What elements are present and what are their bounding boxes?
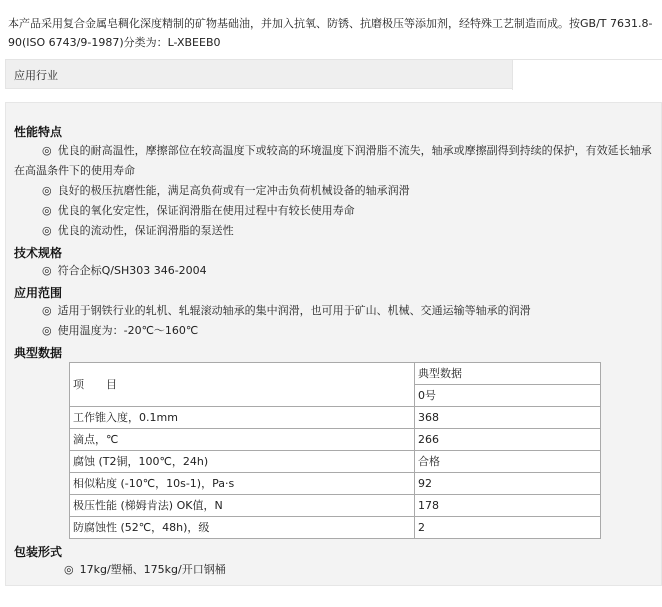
bullet-icon: ◎ [42, 264, 52, 277]
bullet-icon: ◎ [42, 204, 52, 217]
packaging-text: 17kg/塑桶、175kg/开口钢桶 [79, 563, 226, 576]
row-item: 相似粘度 (-10℃，10s-1)，Pa·s [70, 473, 415, 495]
spec-text: 符合企标Q/SH303 346-2004 [57, 264, 207, 277]
product-intro: 本产品采用复合金属皂稠化深度精制的矿物基础油，并加入抗氧、防锈、抗磨极压等添加剂，经特殊工艺制造而成。按GB/T 7631.8-90(ISO 6743/9-1987)分类为：L-XBEEB0 [8, 17, 653, 49]
row-value: 368 [415, 407, 601, 429]
spec-item-1 [42, 261, 207, 281]
table-row [70, 495, 601, 517]
row-item: 防腐蚀性 (52℃，48h)，级 [70, 517, 415, 539]
bullet-icon: ◎ [42, 324, 52, 337]
row-value: 178 [415, 495, 601, 517]
row-value: 266 [415, 429, 601, 451]
feature-item-4 [42, 221, 234, 241]
table-header-row [70, 363, 601, 385]
table-row [70, 407, 601, 429]
application-text: 适用于钢铁行业的轧机、轧辊滚动轴承的集中润滑，也可用于矿山、机械、交通运输等轴承的润滑 [57, 304, 531, 317]
row-value: 合格 [415, 451, 601, 473]
industry-value [512, 60, 662, 90]
industry-label: 应用行业 [14, 69, 58, 82]
feature-text: 优良的氧化安定性，保证润滑脂在使用过程中有较长使用寿命 [57, 204, 355, 217]
table-row [70, 517, 601, 539]
bullet-icon: ◎ [42, 144, 52, 157]
row-value: 2 [415, 517, 601, 539]
row-item: 极压性能 (梯姆肯法) OK值，N [70, 495, 415, 517]
row-item: 滴点，℃ [70, 429, 415, 451]
table-grade-cell: 0号 [415, 385, 601, 407]
typical-data-table [69, 362, 601, 539]
feature-item-2 [42, 181, 410, 201]
table-header-item: 项 目 [70, 363, 415, 407]
feature-item-1 [14, 141, 654, 181]
feature-item-3 [42, 201, 355, 221]
typical-data-heading: 典型数据 [14, 346, 63, 360]
table-row [70, 473, 601, 495]
spec-heading: 技术规格 [14, 246, 63, 260]
row-item: 工作锥入度，0.1mm [70, 407, 415, 429]
application-item-1 [42, 301, 531, 321]
row-item: 腐蚀 (T2铜，100℃，24h) [70, 451, 415, 473]
bullet-icon: ◎ [42, 224, 52, 237]
industry-row [5, 59, 662, 89]
table-row [70, 451, 601, 473]
feature-text: 优良的耐高温性，摩擦部位在较高温度下或较高的环境温度下润滑脂不流失，轴承或摩擦副得到持续的保护，有效延长轴承在高温条件下的使用寿命 [14, 144, 652, 177]
application-item-2 [42, 321, 198, 341]
bullet-icon: ◎ [42, 184, 52, 197]
table-header-value: 典型数据 [415, 363, 601, 385]
table-row [70, 429, 601, 451]
bullet-icon: ◎ [42, 304, 52, 317]
packaging-heading: 包装形式 [14, 545, 63, 559]
row-value: 92 [415, 473, 601, 495]
application-text: 使用温度为：-20℃～160℃ [57, 324, 199, 337]
product-details-panel [5, 102, 662, 586]
packaging-item-1 [64, 560, 226, 580]
application-heading: 应用范围 [14, 286, 63, 300]
features-heading: 性能特点 [14, 125, 63, 139]
feature-text: 良好的极压抗磨性能，满足高负荷或有一定冲击负荷机械设备的轴承润滑 [57, 184, 410, 197]
bullet-icon: ◎ [64, 563, 74, 576]
feature-text: 优良的流动性，保证润滑脂的泵送性 [57, 224, 234, 237]
